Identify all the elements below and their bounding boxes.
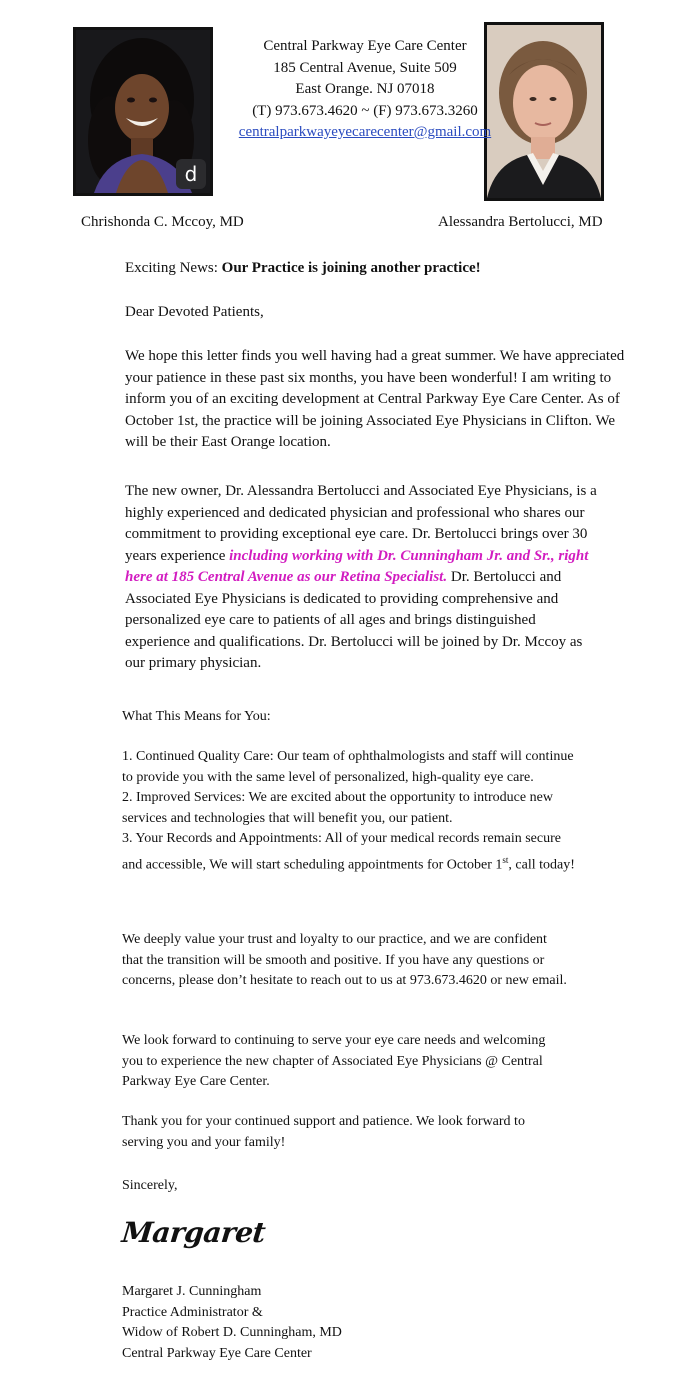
list-item: 2. Improved Services: We are excited about the opportunity to introduce new services and technologies that will benefit you, our patient. [122,790,553,826]
list-item-text-end: , call today! [508,857,575,873]
signature: Margaret [120,1216,267,1249]
paragraph-new-owner [125,481,600,675]
phone-fax: (T) 973.673.4620 ~ (F) 973.673.3260 [252,102,478,119]
paragraph-look-forward: We look forward to continuing to serve your eye care needs and welcoming you to experience the new chapter of Associated Eye Physicians @ Central Parkway Eye Care Center. [122,1033,546,1089]
benefits-list [122,747,577,876]
news-line [125,258,625,280]
signer-org: Central Parkway Eye Care Center [122,1345,312,1361]
address-line-2: East Orange. NJ 07018 [295,81,435,97]
list-item-text: 3. Your Records and Appointments: All of your medical records remain secure and accessible, We will start scheduling appointments for October 1 [122,831,561,873]
paragraph-trust: We deeply value your trust and loyalty to our practice, and we are confident that the transition will be smooth and positive. If you have any questions or concerns, please don’t hesitate to reach out to us at 973.673.4620 or new email. [122,932,567,988]
section-heading: What This Means for You: [122,709,271,724]
news-headline: Our Practice is joining another practice! [221,260,481,276]
left-doctor-photo [73,27,213,196]
email-link[interactable]: centralparkwayeyecarecenter@gmail.com [238,124,492,140]
right-doctor-name: Alessandra Bertolucci, MD [438,214,603,230]
watermark-letter: d [184,162,198,186]
left-doctor-name: Chrishonda C. Mccoy, MD [81,214,244,230]
closing: Sincerely, [122,1178,178,1193]
letterhead [210,36,520,144]
owner-text-end: Dr. Bertolucci and Associated Eye Physicians is dedicated to providing comprehensive and personalized eye care to patients of all ages and brings distinguished experience and qualifications. Dr. Bertolucci will be joined by Dr. Mccoy as our primary physician. [125,569,583,671]
highlight-text: including working with Dr. Cunningham Jr. and Sr., right here at 185 Central Avenue as our Retina Specialist. [125,547,589,585]
signer-name: Margaret J. Cunningham [122,1284,262,1299]
address-line-1: 185 Central Avenue, Suite 509 [273,59,457,76]
list-item [122,829,577,876]
ordinal-suffix: st [502,854,509,865]
signer-title: Practice Administrator & [122,1304,263,1320]
org-name: Central Parkway Eye Care Center [263,38,467,54]
paragraph-announcement: We hope this letter finds you well having had a great summer. We have appreciated your patience in these past six months, you have been wonderful! I am writing to inform you of an exciting development at Central Parkway Eye Care Center. As of October 1st, the practice will be joining Associated Eye Physicians in Clifton. We will be their East Orange location. [125,348,625,450]
watermark-badge [176,159,206,189]
signature-block [122,1282,602,1364]
salutation: Dear Devoted Patients, [125,304,264,320]
paragraph-thanks: Thank you for your continued support and patience. We look forward to serving you and your family! [122,1114,525,1150]
list-item: 1. Continued Quality Care: Our team of ophthalmologists and staff will continue to provide you with the same level of personalized, high-quality eye care. [122,749,574,785]
news-prefix: Exciting News: [125,260,222,276]
signer-title-2: Widow of Robert D. Cunningham, MD [122,1325,342,1340]
owner-text-start: The new owner, Dr. Alessandra Bertolucci and Associated Eye Physicians, is a highly experienced and dedicated physician and professional who shares our commitment to providing exceptional eye care. Dr. Bertolucci brings over 30 years experience [125,483,597,564]
